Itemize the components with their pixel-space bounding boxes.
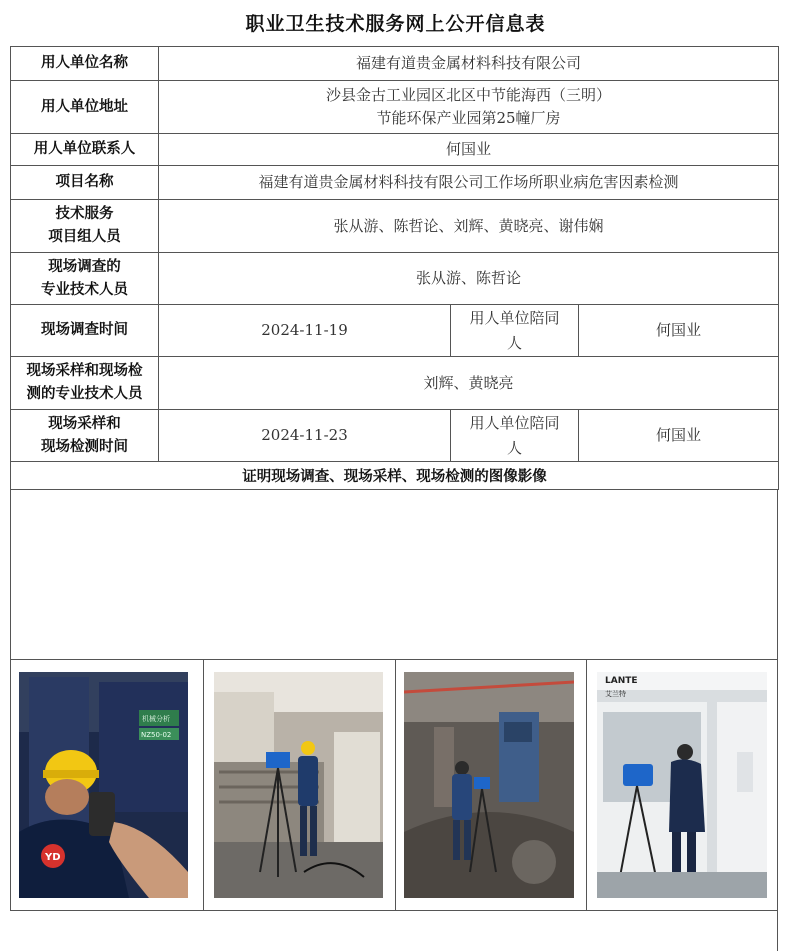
photo-1-sign-code: NZ50-02	[141, 731, 172, 739]
photo-cell-2	[203, 660, 396, 910]
image-area-left-border	[10, 489, 11, 659]
survey-escort-value: 何国业	[579, 305, 779, 357]
sampling-staff-label-line1: 现场采样和现场检	[26, 363, 143, 379]
unit-name-value: 福建有道贵金属材料科技有限公司	[159, 47, 779, 81]
survey-escort-label-line2: 人	[506, 333, 522, 352]
sampling-staff-label	[11, 357, 159, 410]
team-label-line2: 项目组人员	[48, 229, 121, 245]
photo-strip-bottom-space	[11, 911, 778, 951]
unit-address-value	[159, 81, 779, 134]
photo-2-graphic	[214, 672, 383, 898]
team-label	[11, 200, 159, 253]
photo-workshop-sampling	[214, 672, 383, 898]
survey-staff-label	[11, 253, 159, 305]
photo-strip	[10, 659, 777, 911]
page-title: 职业卫生技术服务网上公开信息表	[245, 13, 546, 35]
team-value: 张从游、陈哲论、刘辉、黄晓亮、谢伟娴	[159, 200, 779, 253]
team-label-line1: 技术服务	[55, 206, 114, 222]
photo-1-sign: 机械分析	[142, 715, 170, 723]
photo-4-brand-cn: 艾兰特	[605, 690, 626, 698]
unit-address-line1: 沙县金古工业园区北区中节能海西（三明）	[326, 86, 612, 104]
survey-escort-label-line1: 用人单位陪同	[469, 308, 560, 327]
photo-cell-4	[586, 660, 778, 910]
sampling-escort-value: 何国业	[579, 410, 779, 462]
photo-4-graphic	[597, 672, 767, 898]
photo-3-graphic	[404, 672, 574, 898]
sampling-staff-value: 刘辉、黄晓亮	[159, 357, 779, 410]
sampling-time-label-line2: 现场检测时间	[41, 438, 128, 455]
survey-time-value: 2024-11-19	[159, 305, 451, 357]
photo-1-badge: YD	[45, 852, 61, 863]
unit-name-label: 用人单位名称	[11, 47, 159, 81]
sampling-staff-label-line2: 测的专业技术人员	[26, 386, 143, 402]
contact-value: 何国业	[159, 134, 779, 166]
survey-time-label: 现场调查时间	[11, 305, 159, 357]
survey-escort-label	[451, 305, 579, 357]
sampling-time-value: 2024-11-23	[159, 410, 451, 462]
info-table	[10, 46, 779, 490]
sampling-time-label	[11, 410, 159, 462]
project-label: 项目名称	[11, 166, 159, 200]
sampling-escort-label-line1: 用人单位陪同	[469, 413, 560, 432]
images-banner: 证明现场调查、现场采样、现场检测的图像影像	[11, 462, 779, 490]
unit-address-label: 用人单位地址	[11, 81, 159, 134]
sampling-escort-label	[451, 410, 579, 462]
contact-label: 用人单位联系人	[11, 134, 159, 166]
sampling-time-label-line1: 现场采样和	[48, 415, 121, 432]
photo-lab-fumehood	[597, 672, 767, 898]
photo-cell-1	[11, 660, 204, 910]
project-value: 福建有道贵金属材料科技有限公司工作场所职业病危害因素检测	[159, 166, 779, 200]
sampling-escort-label-line2: 人	[506, 438, 522, 457]
survey-staff-label-line1: 现场调查的	[48, 258, 121, 275]
survey-staff-value: 张从游、陈哲论	[159, 253, 779, 305]
unit-address-line2: 节能环保产业园第25幢厂房	[376, 109, 561, 127]
photo-cell-3	[395, 660, 587, 910]
photo-1-graphic	[19, 672, 188, 898]
photo-4-brand: LANTE	[605, 676, 638, 686]
survey-staff-label-line2: 专业技术人员	[41, 281, 128, 298]
photo-equipment-detection	[404, 672, 574, 898]
photo-noise-measurement	[19, 672, 188, 898]
